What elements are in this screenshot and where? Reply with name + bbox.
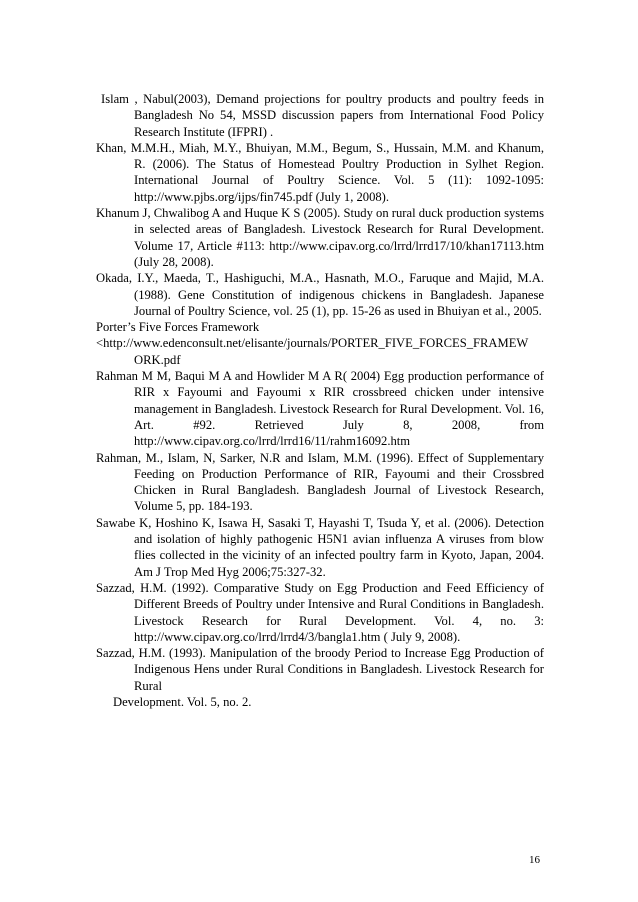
reference-islam-2003: Islam , Nabul(2003), Demand projections for poultry products and poultry feeds in Bangladesh No 54, MSSD discussion papers from International Food Policy Research Institute (IFPRI) . — [101, 92, 544, 139]
reference-okada-1988: Okada, I.Y., Maeda, T., Hashiguchi, M.A., Hasnath, M.O., Faruque and Majid, M.A. (1988). Gene Constitution of indigenous chickens in Bangladesh. Japanese Journal of Poultry Science, vol. 25 (1), pp. 15-26 as used in Bhuiyan et al., 2005. — [96, 271, 544, 318]
reference-rahman-1996: Rahman, M., Islam, N, Sarker, N.R and Islam, M.M. (1996). Effect of Supplementary Feeding on Production Performance of RIR, Fayoumi and their Crossbred Chicken in Rural Bangladesh. Bangladesh Journal of Livestock Research, Volume 5, pp. 184-193. — [96, 450, 544, 514]
reference-khan-2006: Khan, M.M.H., Miah, M.Y., Bhuiyan, M.M., Begum, S., Hussain, M.M. and Khanum, R. (2006). The Status of Homestead Poultry Production in Sylhet Region. International Journal of Poultry Science. Vol. 5 (11): 1092-1095: http://www.pjbs.org/ijps/fin745.pdf (July 1, 2008). — [96, 140, 544, 204]
reference-porter-five-forces: Porter’s Five Forces Framework — [96, 320, 260, 335]
reference-khanum-2005: Khanum J, Chwalibog A and Huque K S (2005). Study on rural duck production systems in selected areas of Bangladesh. Livestock Research for Rural Development. Volume 17, Article #113: http://www.cipav.org.co/lrrd/lrrd17/10/khan17113.htm (July 28, 2008). — [96, 206, 544, 269]
page-number: 16 — [529, 854, 540, 866]
reference-porter-url: <http://www.edenconsult.net/elisante/journals/PORTER_FIVE_FORCES_FRAMEW ORK.pdf — [96, 336, 529, 367]
reference-sazzad-1993: Sazzad, H.M. (1993). Manipulation of the broody Period to Increase Egg Production of Indigenous Hens under Rural Conditions in Bangladesh. Livestock Research for Rural — [96, 646, 544, 693]
reference-sazzad-1993-continuation: Development. Vol. 5, no. 2. — [113, 694, 252, 709]
reference-sawabe-2006: Sawabe K, Hoshino K, Isawa H, Sasaki T, Hayashi T, Tsuda Y, et al. (2006). Detection and isolation of highly pathogenic H5N1 avian influenza A viruses from blow flies collected in the vicinity of an infected poultry farm in Kyoto, Japan, 2004. Am J Trop Med Hyg 2006;75:327-32. — [96, 515, 544, 579]
reference-list — [96, 91, 544, 710]
reference-rahman-2004: Rahman M M, Baqui M A and Howlider M A R( 2004) Egg production performance of RIR x Fayoumi and Fayoumi x RIR crossbreed chicken under intensive management in Bangladesh. Livestock Research for Rural Development. Vol. 16, Art. #92. Retrieved July 8, 2008, from http://www.cipav.org.co/lrrd/lrrd16/11/rahm16092.htm — [96, 369, 544, 449]
reference-sazzad-1992: Sazzad, H.M. (1992). Comparative Study on Egg Production and Feed Efficiency of Different Breeds of Poultry under Intensive and Rural Conditions in Bangladesh. Livestock Research for Rural Development. Vol. 4, no. 3: http://www.cipav.org.co/lrrd/lrrd4/3/bangla1.htm ( July 9, 2008). — [96, 580, 544, 644]
